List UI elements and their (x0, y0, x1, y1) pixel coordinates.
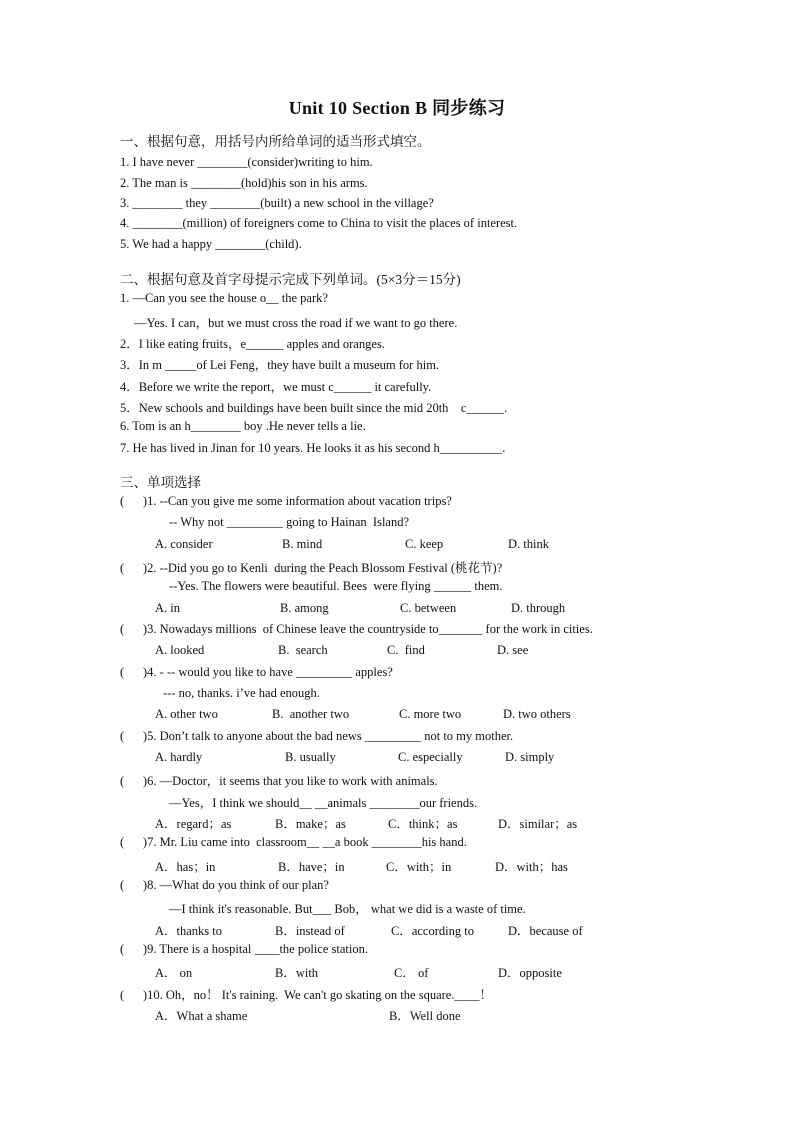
option-c: C．with；in (386, 860, 452, 874)
option-a: A. in (155, 601, 180, 615)
option-a: A. consider (155, 537, 213, 551)
section3-heading: 三、单项选择 (120, 475, 201, 490)
question-options (155, 1006, 675, 1024)
option-b: B．make；as (275, 817, 346, 831)
option-a: A． on (155, 966, 193, 980)
option-b: B. among (280, 601, 329, 615)
option-d: D．with；has (495, 860, 568, 874)
option-d: D. through (511, 601, 566, 615)
question-stem: ( )5. Don’t talk to anyone about the bad news _________ not to my mother. (120, 729, 514, 743)
question-options (155, 750, 675, 768)
option-c: C. especially (398, 750, 463, 764)
option-c: C．think；as (388, 817, 458, 831)
section2-item: 4．Before we write the report，we must c______ it carefully. (120, 380, 432, 394)
option-d: D. simply (505, 750, 555, 764)
option-c: C. find (387, 643, 425, 657)
option-c: C. between (400, 601, 457, 615)
question-options (155, 963, 675, 981)
option-c: C. keep (405, 537, 444, 551)
option-c: C． of (394, 966, 429, 980)
section2-item: 1. —Can you see the house o__ the park? (120, 291, 328, 305)
question-stem: ( )8. —What do you think of our plan? (120, 878, 329, 892)
option-b: B．have；in (278, 860, 345, 874)
question-options (155, 601, 675, 619)
section1-item: 3. ________ they ________(built) a new school in the village? (120, 196, 434, 210)
option-d: D. see (497, 643, 529, 657)
option-a: A．thanks to (155, 924, 223, 938)
section1-heading: 一、根据句意，用括号内所给单词的适当形式填空。 (120, 134, 431, 149)
question-stem: ( )3. Nowadays millions of Chinese leave the countryside to_______ for the work in cities. (120, 622, 593, 636)
question-options (155, 921, 675, 939)
question-options (155, 814, 675, 832)
question-options (155, 707, 675, 725)
option-b: B. another two (272, 707, 350, 721)
section2-item: 6. Tom is an h________ boy .He never tells a lie. (120, 419, 366, 433)
question-stem: ( )6. —Doctor，it seems that you like to work with animals. (120, 774, 438, 788)
section2-item: 3．In m _____of Lei Feng，they have built a museum for him. (120, 358, 440, 372)
option-a: A．What a shame (155, 1009, 248, 1023)
option-a: A. other two (155, 707, 218, 721)
question-stem: ( )7. Mr. Liu came into classroom__ __a book ________his hand. (120, 835, 467, 849)
worksheet-title: Unit 10 Section B 同步练习 (288, 98, 506, 118)
section2-item: 7. He has lived in Jinan for 10 years. He looks it as his second h__________. (120, 441, 506, 455)
question-options (155, 857, 675, 875)
option-b: B．Well done (389, 1009, 461, 1023)
section1-item: 1. I have never ________(consider)writing to him. (120, 155, 373, 169)
section1-item: 4. ________(million) of foreigners come to China to visit the places of interest. (120, 216, 518, 230)
question-options (155, 537, 675, 555)
question-stem: ( )4. - -- would you like to have _________ apples? (120, 665, 393, 679)
option-b: B. usually (285, 750, 336, 764)
option-b: B. mind (282, 537, 323, 551)
section1-item: 5. We had a happy ________(child). (120, 237, 302, 251)
section2-item: 5．New schools and buildings have been built since the mid 20th c______. (120, 401, 508, 415)
option-d: D．opposite (498, 966, 562, 980)
question-sub: --Yes. The flowers were beautiful. Bees were flying ______ them. (169, 579, 503, 593)
section2-item: 2．I like eating fruits，e______ apples and oranges. (120, 337, 385, 351)
question-stem: ( )1. --Can you give me some information about vacation trips? (120, 494, 452, 508)
option-d: D. two others (503, 707, 571, 721)
question-stem: ( )9. There is a hospital ____the police station. (120, 942, 368, 956)
option-b: B．with (275, 966, 319, 980)
option-a: A．regard；as (155, 817, 232, 831)
question-sub: —I think it's reasonable. But___ Bob， what we did is a waste of time. (169, 902, 526, 916)
question-stem: ( )10. Oh，no！ It's raining. We can't go skating on the square.____！ (120, 988, 492, 1002)
section2-item: —Yes. I can，but we must cross the road if we want to go there. (134, 316, 458, 330)
option-d: D. think (508, 537, 549, 551)
option-d: D．because of (508, 924, 583, 938)
option-b: B．instead of (275, 924, 345, 938)
section1-item: 2. The man is ________(hold)his son in his arms. (120, 176, 368, 190)
question-options (155, 643, 675, 661)
question-sub: -- Why not _________ going to Hainan Island? (169, 515, 410, 529)
option-a: A. hardly (155, 750, 203, 764)
option-a: A．has；in (155, 860, 216, 874)
option-b: B. search (278, 643, 328, 657)
question-sub: —Yes，I think we should__ __animals ________our friends. (169, 796, 478, 810)
option-c: C. more two (399, 707, 462, 721)
section2-heading: 二、根据句意及首字母提示完成下列单词。(5×3分＝15分) (120, 272, 461, 287)
option-c: C．according to (391, 924, 474, 938)
question-sub: --- no, thanks. i’ve had enough. (163, 686, 320, 700)
question-stem: ( )2. --Did you go to Kenli during the Peach Blossom Festival (桃花节)? (120, 561, 503, 575)
option-d: D．similar；as (498, 817, 578, 831)
option-a: A. looked (155, 643, 205, 657)
